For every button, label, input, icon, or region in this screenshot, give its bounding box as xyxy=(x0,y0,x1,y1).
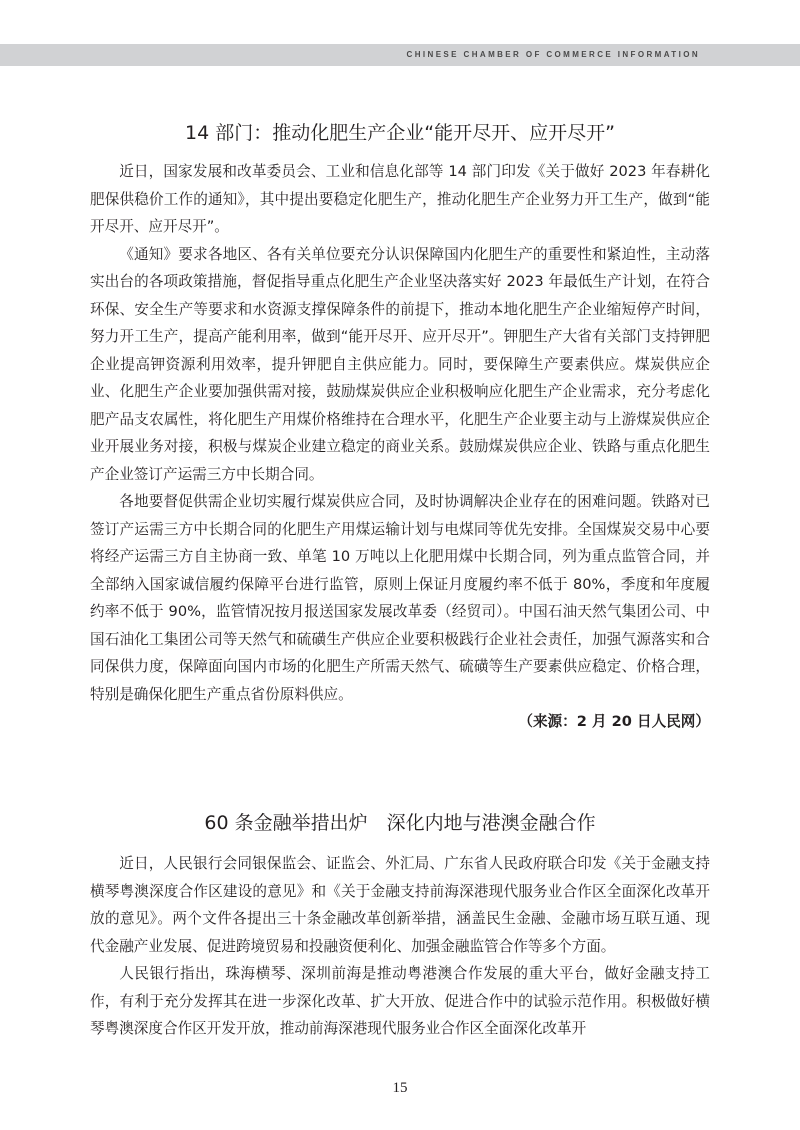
article-1-body xyxy=(90,158,710,736)
page-number: 15 xyxy=(392,1080,408,1096)
article-1-paragraph-1: 近日，国家发展和改革委员会、工业和信息化部等 14 部门印发《关于做好 2023 年春耕化肥保供稳价工作的通知》，其中提出要稳定化肥生产，推动化肥生产企业努力开工生产，做到“能开尽开、应开尽开”。 xyxy=(90,163,710,235)
article-1-source: （来源：2 月 20 日人民网） xyxy=(518,713,710,730)
article-1-paragraph-3: 各地要督促供需企业切实履行煤炭供应合同，及时协调解决企业存在的困难问题。铁路对已签订产运需三方中长期合同的化肥生产用煤运输计划与电煤同等优先安排。全国煤炭交易中心要将经产运需三方自主协商一致、单笔 10 万吨以上化肥用煤中长期合同，列为重点监管合同，并全部纳入国家诚信履约保障平台进行监管，原则上保证月度履约率不低于 80%，季度和年度履约率不低于 90%，监管情况按月报送国家发展改革委（经贸司）。中国石油天然气集团公司、中国石油化工集团公司等天然气和硫磺生产供应企业要积极践行企业社会责任，加强气源落实和合同保供力度，保障面向国内市场的化肥生产所需天然气、硫磺等生产要素供应稳定、价格合理，特别是确保化肥生产重点省份原料供应。 xyxy=(90,493,710,703)
article-2-body xyxy=(90,850,710,1043)
article-1-title: 14 部门：推动化肥生产企业“能开尽开、应开尽开” xyxy=(185,122,615,144)
header-bar xyxy=(0,44,800,66)
article-2-title: 60 条金融举措出炉 深化内地与港澳金融合作 xyxy=(204,812,596,834)
article-1-paragraph-2: 《通知》要求各地区、各有关单位要充分认识保障国内化肥生产的重要性和紧迫性，主动落实出台的各项政策措施，督促指导重点化肥生产企业坚决落实好 2023 年最低生产计划，在符合环保、安全生产等要求和水资源支撑保障条件的前提下，推动本地化肥生产企业缩短停产时间，努力开工生产，提高产能利用率，做到“能开尽开、应开尽开”。钾肥生产大省有关部门支持钾肥企业提高钾资源利用效率，提升钾肥自主供应能力。同时，要保障生产要素供应。煤炭供应企业、化肥生产企业要加强供需对接，鼓励煤炭供应企业积极响应化肥生产企业需求，充分考虑化肥产品支农属性，将化肥生产用煤价格维持在合理水平，化肥生产企业要主动与上游煤炭供应企业开展业务对接，积极与煤炭企业建立稳定的商业关系。鼓励煤炭供应企业、铁路与重点化肥生产企业签订产运需三方中长期合同。 xyxy=(90,245,710,483)
magazine-name: CHINESE CHAMBER OF COMMERCE INFORMATION xyxy=(406,50,700,59)
article-2-paragraph-2: 人民银行指出，珠海横琴、深圳前海是推动粤港澳合作发展的重大平台，做好金融支持工作，有利于充分发挥其在进一步深化改革、扩大开放、促进合作中的试验示范作用。积极做好横琴粤澳深度合作区开发开放，推动前海深港现代服务业合作区全面深化改革开 xyxy=(90,965,710,1037)
article-2-paragraph-1: 近日，人民银行会同银保监会、证监会、外汇局、广东省人民政府联合印发《关于金融支持横琴粤澳深度合作区建设的意见》和《关于金融支持前海深港现代服务业合作区全面深化改革开放的意见》。两个文件各提出三十条金融改革创新举措，涵盖民生金融、金融市场互联互通、现代金融产业发展、促进跨境贸易和投融资便利化、加强金融监管合作等多个方面。 xyxy=(90,855,710,955)
